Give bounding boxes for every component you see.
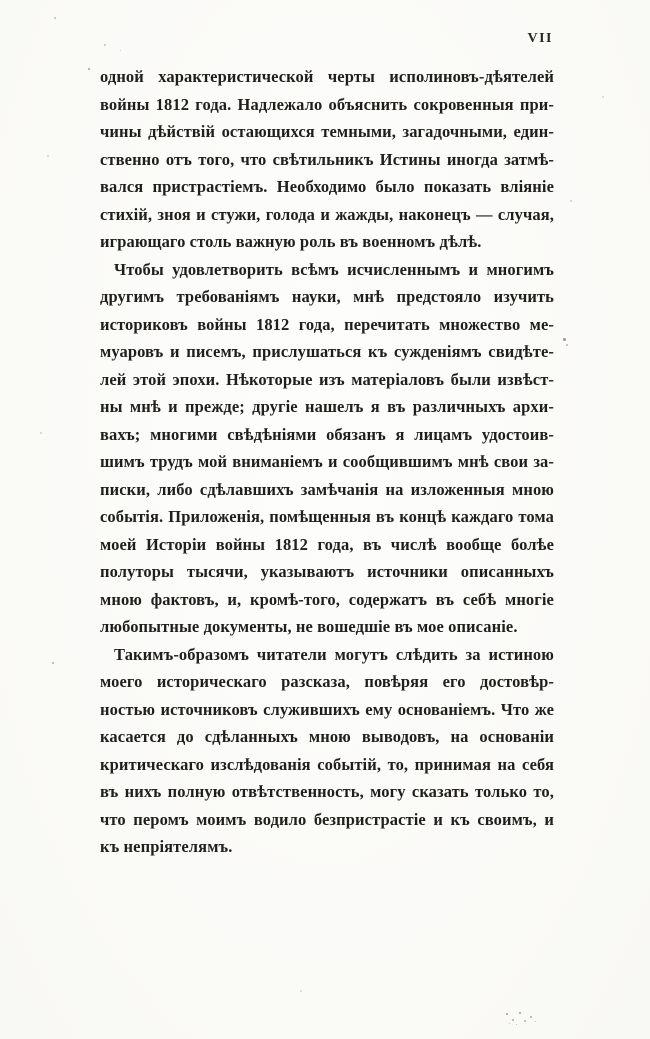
text-line: шимъ трудъ мой вниманіемъ и сообщившимъ мнѣ свои за- [100,452,554,471]
text-line: ностью источниковъ служившихъ ему основаніемъ. Что же [100,699,554,719]
text-line: что перомъ моимъ водило безпристрастіе и къ своимъ, и [100,809,554,829]
text-line: писки, либо сдѣлавшихъ замѣчанія на изложенныя мною [100,479,554,499]
text-line: критическаго изслѣдованія событій, то, принимая на себя [100,754,554,774]
scan-speckle [535,1021,536,1022]
page-text-block [100,63,554,861]
text-line: ственно отъ того, что свѣтильникъ Истины иногда затмѣ- [100,149,554,169]
scan-speckle [566,344,568,346]
text-line: вахъ; многими свѣдѣніями обязанъ я лицамъ удостоив- [100,424,554,444]
text-line: Такимъ-образомъ читатели могутъ слѣдить за истиною [114,644,554,664]
text-line: любопытные документы, не вошедшіе въ мое описаніе. [100,617,518,636]
text-line: ны мнѣ и прежде; другіе нашелъ я въ различныхъ архи- [100,397,554,416]
text-line: мною фактовъ, и, кромѣ-того, содержатъ въ себѣ многіе [100,589,554,609]
scan-speckle [40,432,42,434]
scan-speckle [530,1016,532,1018]
scan-speckle [524,1020,526,1022]
text-line: войны 1812 года. Надлежало объяснить сокровенныя при- [100,94,554,114]
scan-speckle [516,1024,517,1025]
text-line: касается до сдѣланныхъ мною выводовъ, на основаніи [100,727,554,746]
text-line: стихій, зноя и стужи, голода и жажды, наконецъ — случая, [100,204,554,224]
text-line: историковъ войны 1812 года, перечитать множество ме- [100,314,554,334]
scan-speckle [519,1012,521,1014]
text-line: полуторы тысячи, указываютъ источники описанныхъ [100,562,554,581]
scan-speckle [47,155,49,157]
text-line: одной характеристической черты исполиновъ-дѣятелей [100,67,554,86]
text-line: Чтобы удовлетворить всѣмъ исчисленнымъ и многимъ [114,259,554,279]
scan-speckle [509,1023,510,1024]
scan-speckle [570,200,572,202]
text-line: моей Исторіи войны 1812 года, въ числѣ вообще болѣе [100,534,554,554]
scan-speckle [88,68,90,70]
text-line: играющаго столь важную роль въ военномъ дѣлѣ. [100,232,482,251]
scan-speckle [54,17,56,19]
text-line: въ нихъ полную отвѣтственность, могу сказать только то, [100,782,554,801]
text-line: вался пристрастіемъ. Необходимо было показать вліяніе [100,177,554,196]
page-number: VII [527,31,553,46]
scan-speckle [300,990,302,992]
text-line: чины дѣйствій остающихся темными, загадочными, един- [100,122,554,141]
text-line: лей этой эпохи. Нѣкоторые изъ матеріаловъ были извѣст- [100,369,554,389]
scan-speckle [506,1013,508,1015]
scan-speckle [563,338,566,341]
scan-speckle [602,96,604,98]
text-line: къ непріятелямъ. [100,837,233,856]
text-line: другимъ требованіямъ науки, мнѣ предстояло изучить [100,287,554,306]
scan-speckle [512,1019,514,1021]
text-line: моего историческаго разсказа, повѣряя его достовѣр- [100,672,554,691]
text-line: событія. Приложенія, помѣщенныя въ концѣ каждаго тома [100,507,554,526]
text-line: муаровъ и писемъ, прислушаться къ сужденіямъ свидѣте- [100,342,554,361]
scan-speckle [52,662,54,664]
scan-speckle [120,50,121,51]
